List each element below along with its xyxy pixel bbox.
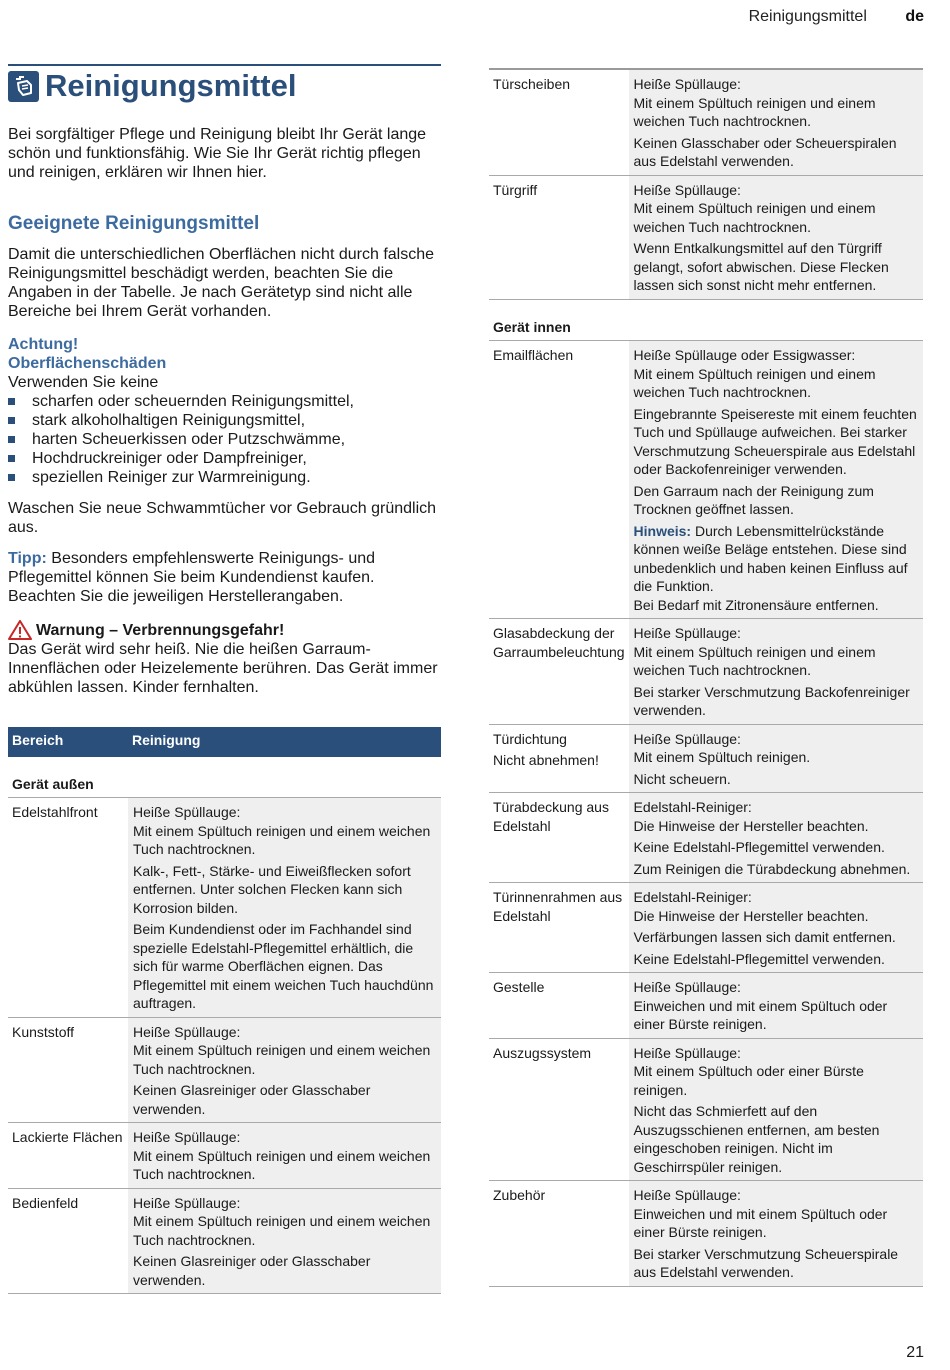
cleaning-line: Heiße Spüllauge: Einweichen und mit einem Spültuch oder einer Bürste reinigen. bbox=[633, 1187, 888, 1240]
cleaning-line: Wenn Entkalkungsmittel auf den Türgriff gelangt, sofort abwischen. Diese Flecken lassen sich sonst nicht mehr entfernen. bbox=[633, 240, 889, 293]
area-cell bbox=[489, 1181, 629, 1287]
page-header bbox=[749, 8, 924, 26]
cleaning-line: Heiße Spüllauge: Mit einem Spültuch reinigen und einem weichen Tuch nachtrocknen. bbox=[133, 1194, 431, 1248]
area-cell bbox=[489, 69, 629, 175]
table-right-bottom bbox=[489, 619, 923, 1287]
table-row bbox=[8, 1017, 441, 1123]
table-section-row bbox=[8, 757, 441, 798]
cleaning-line: Heiße Spüllauge: Einweichen und mit einem Spültuch oder einer Bürste reinigen. bbox=[633, 979, 888, 1032]
cleaning-line: Heiße Spüllauge: Mit einem Spültuch reinigen und einem weichen Tuch nachtrocknen. bbox=[133, 1023, 431, 1077]
warning-title: Warnung – Verbrennungsgefahr! bbox=[36, 621, 285, 639]
cleaning-line: Edelstahl-Reiniger: Die Hinweise der Hersteller beachten. bbox=[633, 889, 869, 924]
cleaning-line: Bei starker Verschmutzung Backofenreiniger verwenden. bbox=[633, 683, 910, 718]
section-label-outside: Gerät außen bbox=[8, 757, 441, 798]
area-label: Zubehör bbox=[493, 1187, 546, 1203]
cleaning-cell bbox=[629, 619, 923, 725]
cleaning-cell bbox=[629, 724, 923, 793]
cleaning-line: Edelstahl-Reiniger: Die Hinweise der Hersteller beachten. bbox=[633, 799, 869, 834]
cleaning-line: Heiße Spüllauge: Mit einem Spültuch reinigen und einem weichen Tuch nachtrocknen. bbox=[633, 181, 876, 235]
cleaning-line: Heiße Spüllauge oder Essigwasser: Mit einem Spültuch reinigen und einem weichen Tuch nachtrocknen. bbox=[633, 347, 876, 400]
area-label: Glasabdeckung der Garraumbeleuchtung bbox=[493, 625, 625, 660]
table-row bbox=[489, 973, 923, 1039]
area-label: Bedienfeld bbox=[12, 1194, 79, 1211]
cleaning-table-left bbox=[8, 727, 441, 1294]
caution-block bbox=[8, 335, 441, 487]
area-cell bbox=[489, 793, 629, 883]
caution-title: Achtung! bbox=[8, 336, 79, 353]
table-row bbox=[489, 619, 923, 725]
cleaning-line: Den Garraum nach der Reinigung zum Trocknen geöffnet lassen. bbox=[633, 482, 874, 517]
cleaning-cell bbox=[629, 793, 923, 883]
cleaning-line: Verfärbungen lassen sich damit entfernen. bbox=[633, 929, 896, 945]
cleaning-line: Keinen Glasschaber oder Scheuerspiralen aus Edelstahl verwenden. bbox=[633, 134, 897, 169]
tip-label: Tipp: bbox=[8, 550, 47, 567]
area-cell bbox=[8, 798, 128, 1018]
table-header-row bbox=[8, 727, 441, 757]
caution-item: scharfen oder scheuernden Reinigungsmittel, bbox=[8, 392, 441, 411]
caution-list bbox=[8, 392, 441, 487]
page-number: 21 bbox=[906, 1344, 924, 1361]
cleaning-line: Heiße Spüllauge: Mit einem Spültuch oder einer Bürste reinigen. bbox=[633, 1044, 864, 1098]
table-row bbox=[489, 341, 923, 619]
cleaning-cell bbox=[128, 1188, 441, 1294]
area-label: Türgriff bbox=[493, 181, 538, 198]
table-row bbox=[489, 793, 923, 883]
area-label: Edelstahlfront bbox=[12, 804, 98, 820]
area-cell bbox=[489, 724, 629, 793]
table-row bbox=[489, 883, 923, 973]
cleaning-hand-icon bbox=[8, 71, 39, 102]
area-label: Auszugssystem bbox=[493, 1044, 592, 1061]
caution-item: stark alkoholhaltigen Reinigungsmittel, bbox=[8, 411, 441, 430]
cleaning-cell bbox=[629, 973, 923, 1039]
warning-text: Das Gerät wird sehr heiß. Nie die heißen Garraum-Innenflächen oder Heizelemente berühren. Das Gerät immer abkühlen lassen. Kinder fernhalten. bbox=[8, 641, 438, 696]
cleaning-line: Keine Edelstahl-Pflegemittel verwenden. bbox=[633, 839, 885, 855]
table-row bbox=[8, 798, 441, 1018]
note-label: Hinweis: bbox=[633, 522, 692, 539]
cleaning-cell bbox=[629, 883, 923, 973]
area-cell bbox=[489, 973, 629, 1039]
tip-text: Besonders empfehlenswerte Reinigungs- und Pflegemittel können Sie beim Kundendienst kaufen. Beachten Sie die jeweiligen Herstellerangaben. bbox=[8, 550, 376, 605]
cleaning-cell bbox=[629, 1038, 923, 1181]
cleaning-line: Keine Edelstahl-Pflegemittel verwenden. bbox=[633, 950, 885, 967]
area-label: Türinnenrahmen aus Edelstahl bbox=[493, 889, 623, 924]
section-label-inside: Gerät innen bbox=[489, 299, 923, 341]
cleaning-line: Heiße Spüllauge: Mit einem Spültuch reinigen und einem weichen Tuch nachtrocknen. bbox=[633, 76, 876, 129]
caution-item: harten Scheuerkissen oder Putzschwämme, bbox=[8, 430, 441, 449]
tip-block bbox=[8, 549, 441, 606]
area-cell bbox=[8, 1188, 128, 1294]
area-label: Türscheiben bbox=[493, 76, 571, 92]
cleaning-line: Nicht scheuern. bbox=[633, 770, 731, 787]
intro-text: Bei sorgfältiger Pflege und Reinigung bleibt Ihr Gerät lange schön und funktionsfähig. Wie Sie Ihr Gerät richtig pflegen und reinigen, erklären wir Ihnen hier. bbox=[8, 126, 427, 181]
area-cell bbox=[489, 883, 629, 973]
title-row bbox=[8, 64, 441, 103]
cleaning-table-right bbox=[489, 68, 923, 1287]
cleaning-cell bbox=[128, 1123, 441, 1189]
section-heading: Geeignete Reinigungsmittel bbox=[8, 213, 260, 234]
table-row bbox=[489, 1038, 923, 1181]
table-row bbox=[489, 1181, 923, 1287]
note-line bbox=[634, 522, 919, 615]
right-column bbox=[489, 68, 923, 1287]
cleaning-line: Nicht das Schmierfett auf den Auszugsschienen entfernen, am besten eingeschoben reinigen. Nicht im Geschirrspüler reinigen. bbox=[633, 1103, 880, 1175]
table-row bbox=[489, 69, 923, 175]
page-title: Reinigungsmittel bbox=[45, 68, 297, 103]
header-language: de bbox=[905, 8, 924, 25]
cleaning-cell bbox=[629, 1181, 923, 1287]
table-row bbox=[489, 175, 923, 299]
area-label: Türdichtung bbox=[493, 730, 567, 747]
cleaning-line: Heiße Spüllauge: Mit einem Spültuch reinigen und einem weichen Tuch nachtrocknen. bbox=[133, 1129, 431, 1182]
header-section-title: Reinigungsmittel bbox=[748, 8, 867, 25]
caution-item: Hochdruckreiniger oder Dampfreiniger, bbox=[8, 449, 441, 468]
cleaning-line: Heiße Spüllauge: Mit einem Spültuch reinigen. bbox=[633, 730, 811, 765]
caution-item: speziellen Reiniger zur Warmreinigung. bbox=[8, 468, 441, 487]
cleaning-cell bbox=[629, 69, 923, 175]
table-row bbox=[8, 1123, 441, 1189]
section-text: Damit die unterschiedlichen Oberflächen nicht durch falsche Reinigungsmittel beschädigt werden, beachten Sie die Angaben in der Tabelle. Je nach Gerätetyp sind nicht alle Bereiche bei Ihrem Gerät vorhanden. bbox=[8, 246, 435, 320]
header-cleaning: Reinigung bbox=[128, 727, 441, 757]
area-note: Nicht abnehmen! bbox=[493, 752, 599, 768]
table-row bbox=[8, 1188, 441, 1294]
left-column bbox=[8, 64, 441, 1294]
area-label: Türabdeckung aus Edelstahl bbox=[493, 799, 609, 834]
table-row bbox=[489, 724, 923, 793]
area-cell bbox=[8, 1017, 128, 1123]
cleaning-line: Eingebrannte Speisereste mit einem feuchten Tuch und Spüllauge aufweichen. Bei starker Verschmutzung Scheuerspirale aus Edelstahl oder Backofenreiniger verwenden. bbox=[633, 405, 917, 477]
cleaning-line: Bei starker Verschmutzung Scheuerspirale aus Edelstahl verwenden. bbox=[633, 1245, 899, 1280]
warning-title-row bbox=[8, 620, 441, 640]
cleaning-line: Kalk-, Fett-, Stärke- und Eiweißflecken sofort entfernen. Unter solchen Flecken kann sich Korrosion bilden. bbox=[133, 862, 411, 916]
cleaning-line: Keinen Glasreiniger oder Glasschaber verwenden. bbox=[133, 1253, 371, 1288]
cleaning-cell bbox=[128, 798, 441, 1018]
cleaning-cell bbox=[128, 1017, 441, 1123]
caution-subtitle: Oberflächenschäden bbox=[8, 355, 167, 372]
cleaning-cell bbox=[629, 341, 923, 619]
cleaning-line: Heiße Spüllauge: Mit einem Spültuch reinigen und einem weichen Tuch nachtrocknen. bbox=[633, 625, 876, 678]
cleaning-cell bbox=[629, 175, 923, 299]
note-text: Durch Lebensmittelrückstände können weiße Beläge entstehen. Diese sind unbedenklich und haben keinen Einfluss auf die Funktion. Bei Bedarf mit Zitronensäure entfernen. bbox=[633, 522, 908, 613]
area-label: Kunststoff bbox=[12, 1023, 75, 1040]
area-label: Gestelle bbox=[493, 979, 545, 995]
cleaning-line: Heiße Spüllauge: Mit einem Spültuch reinigen und einem weichen Tuch nachtrocknen. bbox=[133, 804, 431, 857]
cleaning-line: Zum Reinigen die Türabdeckung abnehmen. bbox=[633, 860, 911, 877]
area-cell bbox=[489, 1038, 629, 1181]
table-section-row bbox=[489, 299, 923, 341]
cleaning-line: Beim Kundendienst oder im Fachhandel sind spezielle Edelstahl-Pflegemittel erhältlich, die sich für warme Oberflächen eignen. Das Pflegemittel mit einem weichen Tuch hauchdünn auftragen. bbox=[133, 921, 434, 1011]
wash-text: Waschen Sie neue Schwammtücher vor Gebrauch gründlich aus. bbox=[8, 500, 437, 536]
area-cell bbox=[489, 175, 629, 299]
cleaning-line: Keinen Glasreiniger oder Glasschaber verwenden. bbox=[133, 1082, 371, 1117]
table-right-top bbox=[489, 69, 923, 299]
area-cell bbox=[489, 619, 629, 725]
caution-lead: Verwenden Sie keine bbox=[8, 374, 159, 391]
table-left-body bbox=[8, 798, 441, 1294]
area-cell bbox=[8, 1123, 128, 1189]
area-label: Lackierte Flächen bbox=[12, 1129, 123, 1145]
header-area: Bereich bbox=[8, 727, 128, 757]
warning-triangle-icon bbox=[8, 620, 32, 640]
area-cell: Emailflächen bbox=[489, 341, 629, 619]
